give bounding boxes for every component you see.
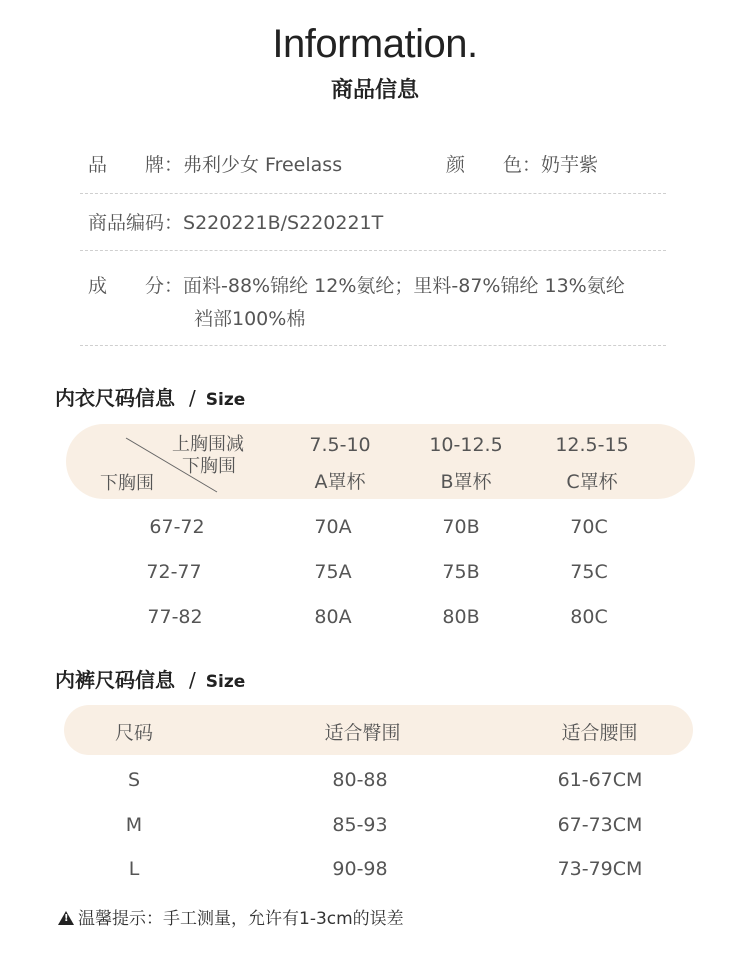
table-cell: 61-67CM	[557, 769, 643, 791]
bra-section-title: 内衣尺码信息 / Size	[55, 386, 246, 410]
table-cell: 75B	[442, 561, 480, 583]
corner-mid-label: 下胸围	[182, 456, 236, 477]
table-cell: 80C	[570, 606, 608, 628]
table-cell: 67-73CM	[557, 814, 643, 836]
table-cell: 67-72	[149, 516, 205, 538]
material-row	[88, 271, 625, 298]
code-value: S220221B/S220221T	[183, 212, 384, 234]
col-range: 10-12.5	[429, 434, 503, 456]
table-cell: 80B	[442, 606, 480, 628]
page-subtitle: 商品信息	[330, 78, 419, 103]
table-cell: 80A	[314, 606, 352, 628]
header-size: 尺码	[114, 722, 153, 744]
code-label: 商品编码：	[88, 212, 184, 234]
measurement-note	[58, 904, 404, 929]
table-cell: 70A	[314, 516, 352, 538]
panty-section-title: 内裤尺码信息 / Size	[55, 668, 246, 692]
warning-icon	[58, 911, 74, 925]
table-cell: 75C	[570, 561, 608, 583]
material-label: 成 分：	[88, 275, 184, 297]
divider	[80, 345, 666, 346]
table-cell: 77-82	[147, 606, 203, 628]
corner-lower-label: 下胸围	[100, 473, 154, 494]
table-cell: M	[125, 814, 143, 836]
col-cup: C罩杯	[566, 471, 618, 493]
col-range: 12.5-15	[555, 434, 629, 456]
header-waist: 适合腰围	[561, 722, 638, 744]
table-cell: 90-98	[332, 858, 388, 880]
note-text: 温馨提示：手工测量，允许有1-3cm的误差	[78, 909, 404, 929]
col-cup: B罩杯	[440, 471, 492, 493]
table-cell: 75A	[314, 561, 352, 583]
page-title: Information.	[272, 22, 478, 66]
color-label: 颜 色：	[446, 154, 542, 176]
col-range: 7.5-10	[309, 434, 371, 456]
table-cell: 70B	[442, 516, 480, 538]
header-hip: 适合臀围	[324, 722, 401, 744]
material-value-line1: 面料-88%锦纶 12%氨纶；里料-87%锦纶 13%氨纶	[183, 275, 625, 297]
table-cell: S	[127, 769, 141, 791]
col-cup: A罩杯	[314, 471, 366, 493]
color-value: 奶芋紫	[541, 154, 599, 176]
material-value-line2: 裆部100%棉	[194, 308, 306, 330]
brand-label: 品 牌：	[88, 154, 184, 176]
divider	[80, 250, 666, 251]
table-cell: 70C	[570, 516, 608, 538]
table-cell: 80-88	[332, 769, 388, 791]
table-cell: L	[128, 858, 140, 880]
divider	[80, 193, 666, 194]
brand-row	[88, 150, 342, 177]
color-row	[446, 150, 598, 177]
corner-upper-label: 上胸围减	[172, 434, 244, 455]
brand-value: 弗利少女 Freelass	[183, 154, 343, 176]
table-cell: 73-79CM	[557, 858, 643, 880]
table-cell: 72-77	[146, 561, 202, 583]
table-cell: 85-93	[332, 814, 388, 836]
code-row	[88, 208, 383, 235]
